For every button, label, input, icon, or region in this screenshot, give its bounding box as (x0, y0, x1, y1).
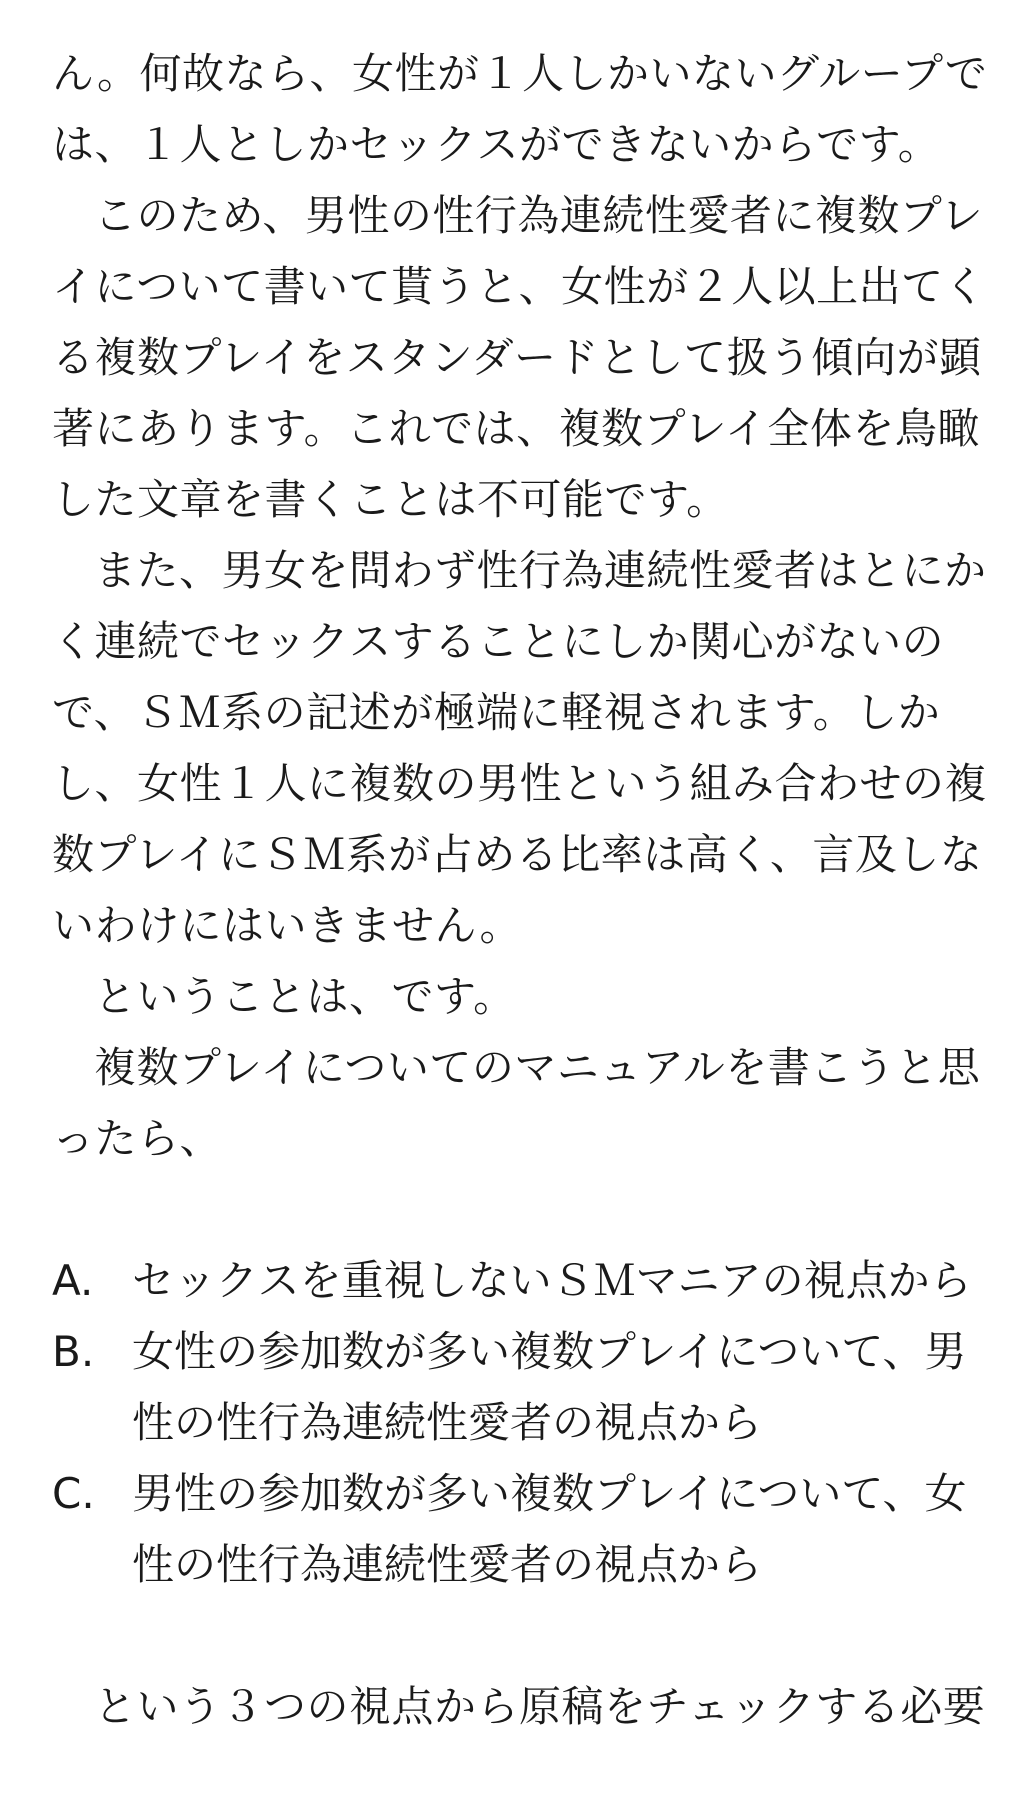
list-item-c-body (132, 1458, 967, 1600)
paragraph-2-line-5: した文章を書くことは不可能です。 (52, 475, 729, 524)
paragraph-3-line-5: 数プレイにＳＭ系が占める比率は高く、言及しな (52, 830, 983, 879)
paragraph-3-line-4: し、女性１人に複数の男性という組み合わせの複 (52, 759, 988, 808)
list-item-a (52, 1245, 972, 1316)
list-item-b-body (132, 1316, 967, 1458)
spacer (52, 1174, 972, 1245)
paragraph-4-line-1: ということは、です。 (94, 972, 516, 1021)
list-item-b (52, 1316, 972, 1458)
list-item-b-label: B. (52, 1327, 95, 1376)
paragraph-2-line-3: る複数プレイをスタンダードとして扱う傾向が顕 (52, 333, 982, 382)
paragraph-1-line-1: ん。何故なら、女性が１人しかいないグループで (52, 49, 988, 98)
list-item-c-line-1: 男性の参加数が多い複数プレイについて、女 (132, 1469, 967, 1518)
list-item-a-body (132, 1245, 972, 1316)
paragraph-5-line-1: 複数プレイについてのマニュアルを書こうと思 (94, 1043, 981, 1092)
paragraph-2-line-4: 著にあります。これでは、複数プレイ全体を鳥瞰 (52, 404, 980, 453)
spacer (52, 1600, 972, 1671)
list-item-b-line-2: 性の性行為連続性愛者の視点から (132, 1398, 763, 1447)
list-item-c-label: C. (52, 1469, 95, 1518)
paragraph-1-line-2: は、１人としかセックスができないからです。 (52, 120, 941, 169)
paragraph-3-line-6: いわけにはいきません。 (52, 901, 523, 950)
list-item-a-label: A. (52, 1256, 94, 1305)
paragraph-3-line-1: また、男女を問わず性行為連続性愛者はとにか (94, 546, 987, 595)
list-item-a-line-1: セックスを重視しないＳＭマニアの視点から (132, 1256, 972, 1305)
paragraph-2-line-1: このため、男性の性行為連続性愛者に複数プレ (94, 191, 984, 240)
paragraph-3-line-3: で、ＳＭ系の記述が極端に軽視されます。しか (52, 688, 941, 737)
paragraph-2-line-2: イについて書いて貰うと、女性が２人以上出てく (52, 262, 987, 311)
paragraph-3-line-2: く連続でセックスすることにしか関心がないの (52, 617, 945, 666)
list-item-b-line-1: 女性の参加数が多い複数プレイについて、男 (132, 1327, 967, 1376)
list-item-c (52, 1458, 972, 1600)
paragraph-5-line-2: ったら、 (52, 1114, 223, 1163)
closing-line-1: という３つの視点から原稿をチェックする必要 (94, 1682, 986, 1731)
list-item-c-line-2: 性の性行為連続性愛者の視点から (132, 1540, 763, 1589)
document-page (52, 38, 988, 1742)
